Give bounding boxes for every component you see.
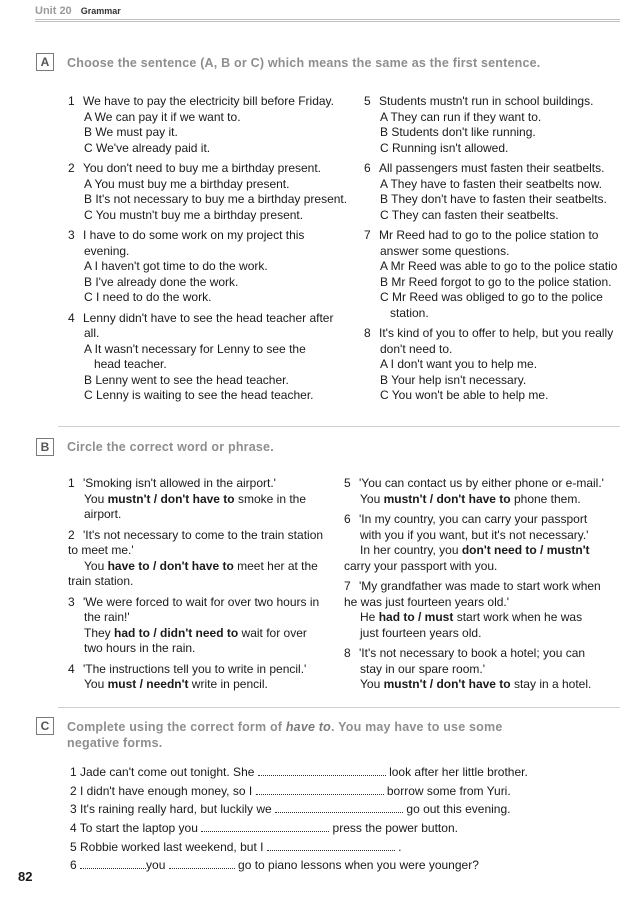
option-a: A They have to fasten their seatbelts now. <box>380 176 602 191</box>
option-b: B I've already done the work. <box>84 274 239 289</box>
choice[interactable]: mustn't / don't have to <box>107 491 235 506</box>
unit-label: Unit 20 <box>35 5 72 17</box>
question-a5: 5 Students mustn't run in school buildings. A They can run if they want to. B Students don't like running. C Running isn't allowed. <box>364 94 624 156</box>
option-a: A Mr Reed was able to go to the police statio <box>380 259 618 273</box>
section-a-letter: A <box>36 53 54 71</box>
question-stem: We have to pay the electricity bill before Friday. <box>83 94 335 108</box>
section-b-letter: B <box>36 438 54 456</box>
option-b: B They don't have to fasten their seatbelts. <box>380 192 607 206</box>
page-number: 82 <box>18 869 33 884</box>
choice[interactable]: have to / don't have to <box>107 558 234 573</box>
page-header <box>35 5 121 17</box>
question-stem: Mr Reed had to go to the police station to <box>379 228 599 242</box>
option-c: C They can fasten their seatbelts. <box>380 207 559 222</box>
blank-field[interactable] <box>201 821 329 832</box>
question-a6: 6 All passengers must fasten their seatbelts. A They have to fasten their seatbelts now. B They don't have to fasten their seatbelts. C They can fasten their seatbelts. <box>364 161 624 223</box>
option-c: C You mustn't buy me a birthday present. <box>84 207 304 222</box>
question-b1: 1 'Smoking isn't allowed in the airport.' You mustn't / don't have to smoke in the airport. <box>68 476 307 521</box>
option-b: B We must pay it. <box>84 125 178 139</box>
section-b-left-column <box>68 476 348 698</box>
option-b: B Students don't like running. <box>380 125 536 139</box>
gap-line-2: 2 I didn't have enough money, so I borrow some from Yuri. <box>70 784 511 798</box>
question-b6: 6 'In my country, you can carry your passport with you if you want, but it's not necessary.' In her country, you don't need to / mustn't carry your passport with you. <box>344 512 590 573</box>
option-c: C You won't be able to help me. <box>380 388 549 402</box>
question-a1: 1 We have to pay the electricity bill before Friday. A We can pay it if we want to. B We must pay it. C We've already paid it. <box>68 94 358 156</box>
header-rule-2 <box>35 21 620 22</box>
option-c: C Lenny is waiting to see the head teacher. <box>84 388 314 402</box>
question-a8: 8 It's kind of you to offer to help, but you really don't need to. A I don't want you to help me. B Your help isn't necessary. C You won't be able to help me. <box>364 326 624 404</box>
question-stem: All passengers must fasten their seatbelts. <box>379 161 605 175</box>
choice[interactable]: mustn't / don't have to <box>383 677 511 691</box>
option-c: C I need to do the work. <box>84 290 212 304</box>
option-a: A We can pay it if we want to. <box>84 109 241 124</box>
blank-field[interactable] <box>256 784 384 795</box>
question-b5: 5 'You can contact us by either phone or e-mail.' You mustn't / don't have to phone them. <box>344 476 604 506</box>
option-c-cont: station. <box>390 305 429 320</box>
option-a: A I haven't got time to do the work. <box>84 259 268 273</box>
question-stem: You don't need to buy me a birthday present. <box>83 161 322 175</box>
question-stem: Students mustn't run in school buildings. <box>379 94 594 108</box>
gap-line-1: 1 Jade can't come out tonight. She look after her little brother. <box>70 765 528 779</box>
question-a2: 2 You don't need to buy me a birthday present. A You must buy me a birthday present. B It's not necessary to buy me a birthday present. C You mustn't buy me a birthday present. <box>68 161 358 223</box>
blank-field[interactable] <box>275 802 403 813</box>
section-a-instruction: Choose the sentence (A, B or C) which means the same as the first sentence. <box>67 56 541 70</box>
question-stem: I have to do some work on my project this <box>83 228 305 242</box>
option-b: B It's not necessary to buy me a birthday present. <box>84 192 348 206</box>
blank-field[interactable] <box>258 765 386 776</box>
section-c-instruction: Complete using the correct form of have to. You may have to use some negative forms. <box>67 720 503 750</box>
section-a-right-column <box>364 94 624 409</box>
question-b8: 8 'It's not necessary to book a hotel; you can stay in our spare room.' You mustn't / don't have to stay in a hotel. <box>344 646 592 691</box>
gap-line-6: 6 you go to piano lessons when you were younger? <box>70 858 479 872</box>
question-stem: It's kind of you to offer to help, but you really <box>379 326 614 340</box>
section-b-instruction: Circle the correct word or phrase. <box>67 440 274 454</box>
option-a: A It wasn't necessary for Lenny to see the <box>84 341 306 356</box>
option-a-cont: head teacher. <box>94 357 167 371</box>
question-b2: 2 'It's not necessary to come to the train station to meet me.' You have to / don't have to meet her at the train station. <box>68 527 324 588</box>
blank-field[interactable] <box>169 858 235 869</box>
choice[interactable]: mustn't / don't have to <box>383 491 511 506</box>
question-a3: 3 I have to do some work on my project this evening. A I haven't got time to do the work. B I've already done the work. C I need to do the work. <box>68 228 358 306</box>
option-a: A They can run if they want to. <box>380 109 542 124</box>
option-a: A I don't want you to help me. <box>380 357 538 371</box>
choice[interactable]: must / needn't <box>107 677 189 691</box>
gap-line-5: 5 Robbie worked last weekend, but I . <box>70 840 402 854</box>
question-stem-cont: evening. <box>84 243 130 258</box>
question-stem-cont: all. <box>84 326 100 340</box>
choice[interactable]: had to / didn't need to <box>114 625 239 640</box>
header-rule <box>35 19 620 20</box>
question-a4: 4 Lenny didn't have to see the head teacher after all. A It wasn't necessary for Lenny to see the head teacher. B Lenny went to see the head teacher. C Lenny is waiting to see the head teacher. <box>68 311 358 404</box>
question-a7: 7 Mr Reed had to go to the police station to answer some questions. A Mr Reed was able to go to the police statio B Mr Reed forgot to go to the police station. C Mr Reed was obliged to go to the police station. <box>364 228 624 321</box>
question-b7: 7 'My grandfather was made to start work when he was just fourteen years old.' He had to / must start work when he was just fourteen years old. <box>344 579 601 640</box>
option-b: B Mr Reed forgot to go to the police station. <box>380 274 612 289</box>
section-c-letter: C <box>36 717 54 735</box>
question-b4: 4 'The instructions tell you to write in pencil.' You must / needn't write in pencil. <box>68 661 307 691</box>
section-c-divider <box>58 707 620 708</box>
blank-field[interactable] <box>267 840 395 851</box>
section-a-left-column <box>68 94 358 409</box>
section-b-divider <box>58 426 620 427</box>
option-a: A You must buy me a birthday present. <box>84 176 290 191</box>
option-c: C Mr Reed was obliged to go to the police <box>380 290 603 304</box>
choice[interactable]: had to / must <box>378 610 454 624</box>
option-b: B Lenny went to see the head teacher. <box>84 372 289 387</box>
option-b: B Your help isn't necessary. <box>380 372 527 387</box>
question-b3: 3 'We were forced to wait for over two hours in the rain!' They had to / didn't need to wait for over two hours in the rain. <box>68 594 320 655</box>
gap-line-4: 4 To start the laptop you press the power button. <box>70 821 458 835</box>
section-b-right-column <box>344 476 624 698</box>
question-stem: Lenny didn't have to see the head teacher after <box>83 310 334 325</box>
option-c: C Running isn't allowed. <box>380 140 509 155</box>
option-c: C We've already paid it. <box>84 140 211 155</box>
choice[interactable]: don't need to / mustn't <box>461 543 590 557</box>
question-stem-cont: answer some questions. <box>380 243 510 258</box>
question-stem-cont: don't need to. <box>380 341 453 356</box>
gap-line-3: 3 It's raining really hard, but luckily we go out this evening. <box>70 802 511 816</box>
blank-field[interactable] <box>80 858 146 869</box>
section-label: Grammar <box>80 6 121 16</box>
